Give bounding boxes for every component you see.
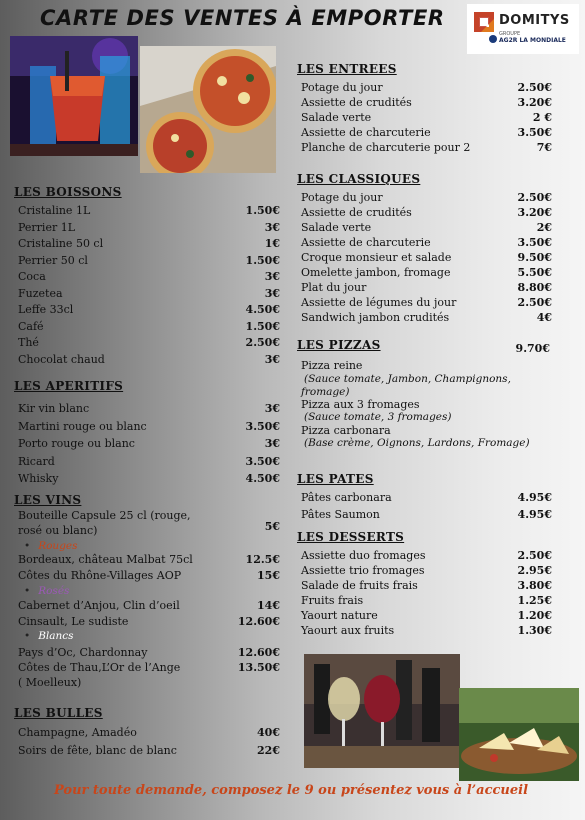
menu-item-name: Cinsault, Le sudiste — [18, 614, 129, 628]
menu-item-price: 9.50€ — [517, 251, 552, 264]
menu-item-name: Pays d’Oc, Chardonnay — [18, 646, 148, 659]
menu-item-name: Cristaline 1L — [18, 204, 91, 217]
vin-capsule-line2: rosé ou blanc) — [18, 524, 98, 537]
menu-item-name: Assiette duo fromages — [301, 549, 426, 562]
menu-item-name: Cristaline 50 cl — [18, 237, 104, 250]
menu-item-name: Perrier 1L — [18, 220, 76, 234]
section-boissons: LES BOISSONS — [14, 185, 122, 199]
menu-item-name: Salade de fruits frais — [301, 579, 418, 592]
menu-item-name: Planche de charcuterie pour 2 — [301, 141, 471, 154]
section-aperitifs: LES APERITIFS — [14, 379, 124, 393]
vin-thau-line1: Côtes de Thau,L’Or de l’Ange — [18, 661, 181, 674]
menu-item-name: Café — [18, 319, 44, 333]
menu-item-name: Ricard — [18, 454, 55, 468]
section-classiques: LES CLASSIQUES — [297, 172, 421, 186]
vin-thau-line2: ( Moelleux) — [18, 676, 82, 689]
pizza-fromages: Pizza aux 3 fromages — [301, 398, 420, 411]
menu-item-price: 3.80€ — [517, 579, 552, 592]
menu-item-price: 1€ — [264, 237, 280, 250]
menu-item-name: Potage du jour — [301, 81, 383, 94]
section-vins: LES VINS — [14, 493, 82, 507]
menu-item-price: 2.50€ — [517, 191, 552, 204]
ag2r-icon — [489, 35, 497, 43]
menu-item-name: Champagne, Amadéo — [18, 726, 137, 739]
menu-item-name: Thé — [18, 336, 39, 349]
menu-item-price: 4€ — [536, 311, 552, 324]
menu-item-name: Pâtes carbonara — [301, 491, 392, 504]
menu-item-name: Sandwich jambon crudités — [301, 311, 450, 324]
logo-groupe: GROUPE — [499, 31, 521, 37]
menu-item-price: 2€ — [536, 221, 552, 234]
menu-item-name: Pâtes Saumon — [301, 508, 380, 521]
menu-item-name: Assiette de légumes du jour — [301, 296, 457, 309]
menu-item-name: Assiette de charcuterie — [301, 126, 431, 139]
pizza-fromages-desc: (Sauce tomate, 3 fromages) — [304, 411, 452, 423]
menu-item-price: 22€ — [257, 743, 280, 757]
menu-item-name: Assiette de charcuterie — [301, 236, 431, 249]
menu-item-name: Plat du jour — [301, 281, 367, 294]
menu-item-name: Assiette de crudités — [301, 206, 412, 219]
menu-item-name: Côtes du Rhône-Villages AOP — [18, 568, 182, 582]
menu-item-name: Salade verte — [301, 221, 372, 234]
menu-item-price: 4.50€ — [245, 303, 280, 316]
domitys-logo-icon — [473, 11, 495, 33]
section-pates: LES PATES — [297, 472, 374, 486]
menu-item-name: Perrier 50 cl — [18, 253, 88, 267]
pizza-photo — [140, 46, 276, 173]
menu-item-name: Yaourt nature — [301, 609, 378, 622]
menu-item-name: Potage du jour — [301, 191, 383, 204]
menu-item-name: Whisky — [18, 472, 59, 485]
menu-item-name: Soirs de fête, blanc de blanc — [18, 743, 177, 757]
pizza-reine-desc2: fromage) — [301, 386, 350, 398]
menu-item-price: 3.20€ — [517, 96, 552, 109]
menu-item-price: 2.50€ — [245, 336, 280, 349]
menu-item-price: 4.95€ — [517, 508, 552, 521]
menu-item-price: 7€ — [536, 141, 552, 154]
menu-item-price: 3.20€ — [517, 206, 552, 219]
section-bulles: LES BULLES — [14, 706, 103, 720]
menu-item-price: 3.50€ — [245, 419, 280, 433]
menu-item-price: 12.5€ — [245, 553, 280, 566]
menu-item-price: 2.50€ — [517, 549, 552, 562]
menu-item-name: Leffe 33cl — [18, 303, 74, 316]
menu-item-price: 12.60€ — [237, 614, 280, 628]
menu-item-price: 2.50€ — [517, 81, 552, 94]
menu-item-price: 3€ — [264, 220, 280, 234]
menu-item-name: Martini rouge ou blanc — [18, 419, 147, 433]
vins-roses-label: • Rosés — [24, 585, 69, 597]
menu-item-name: Chocolat chaud — [18, 352, 105, 366]
section-desserts: LES DESSERTS — [297, 530, 405, 544]
menu-item-price: 4.95€ — [517, 491, 552, 504]
wine-photo — [304, 654, 460, 768]
menu-item-price: 40€ — [257, 726, 280, 739]
menu-item-price: 3.50€ — [517, 236, 552, 249]
vin-thau-price: 13.50€ — [237, 661, 280, 674]
menu-title: CARTE DES VENTES À EMPORTER — [40, 6, 445, 30]
vin-capsule-line1: Bouteille Capsule 25 cl (rouge, — [18, 509, 191, 522]
menu-item-price: 2.50€ — [517, 296, 552, 309]
menu-item-name: Porto rouge ou blanc — [18, 437, 135, 450]
pizzas-price: 9.70€ — [515, 342, 550, 355]
menu-item-name: Croque monsieur et salade — [301, 251, 452, 264]
logo-ag2r: AG2R LA MONDIALE — [499, 37, 566, 44]
menu-item-name: Fruits frais — [301, 594, 364, 607]
vin-capsule-price: 5€ — [264, 520, 280, 533]
menu-item-name: Salade verte — [301, 111, 372, 124]
menu-item-name: Kir vin blanc — [18, 402, 90, 415]
domitys-logo — [467, 4, 579, 54]
menu-item-price: 1.20€ — [517, 609, 552, 622]
menu-item-price: 3€ — [264, 437, 280, 450]
logo-name: DOMITYS — [499, 13, 570, 28]
section-pizzas: LES PIZZAS — [297, 338, 381, 352]
menu-item-price: 3€ — [264, 270, 280, 283]
menu-item-name: Yaourt aux fruits — [301, 624, 395, 637]
menu-item-price: 3€ — [264, 352, 280, 366]
menu-item-price: 3€ — [264, 402, 280, 415]
menu-item-name: Bordeaux, château Malbat 75cl — [18, 553, 193, 566]
menu-item-price: 14€ — [257, 599, 280, 612]
vins-rouges-label: • Rouges — [24, 540, 78, 552]
menu-item-price: 4.50€ — [245, 472, 280, 485]
menu-item-name: Cabernet d’Anjou, Clin d’oeil — [18, 599, 180, 612]
menu-item-name: Omelette jambon, fromage — [301, 266, 451, 279]
menu-item-price: 3.50€ — [245, 454, 280, 468]
section-entrees: LES ENTREES — [297, 62, 397, 76]
menu-item-price: 2.95€ — [517, 564, 552, 577]
vins-blancs-label: • Blancs — [24, 630, 74, 642]
cheese-photo — [459, 688, 579, 781]
menu-item-price: 1.50€ — [245, 204, 280, 217]
menu-item-price: 3€ — [264, 286, 280, 300]
menu-item-price: 15€ — [257, 568, 280, 582]
pizza-carbonara-desc: (Base crème, Oignons, Lardons, Fromage) — [304, 437, 530, 449]
menu-item-name: Coca — [18, 270, 46, 283]
menu-item-name: Assiette de crudités — [301, 96, 412, 109]
menu-item-price: 12.60€ — [237, 646, 280, 659]
menu-item-price: 1.30€ — [517, 624, 552, 637]
menu-item-price: 8.80€ — [517, 281, 552, 294]
pizza-carbonara: Pizza carbonara — [301, 424, 391, 437]
pizza-reine: Pizza reine — [301, 359, 363, 372]
menu-item-price: 5.50€ — [517, 266, 552, 279]
footer-note: Pour toute demande, composez le 9 ou présentez vous à l’accueil — [54, 783, 529, 798]
pizza-reine-desc1: (Sauce tomate, Jambon, Champignons, — [304, 373, 511, 385]
menu-item-price: 1.25€ — [517, 594, 552, 607]
menu-item-price: 2 € — [532, 111, 552, 124]
cocktails-photo — [10, 36, 138, 156]
menu-item-price: 1.50€ — [245, 253, 280, 267]
menu-item-name: Fuzetea — [18, 286, 63, 300]
menu-item-price: 3.50€ — [517, 126, 552, 139]
menu-item-name: Assiette trio fromages — [301, 564, 425, 577]
menu-item-price: 1.50€ — [245, 319, 280, 333]
